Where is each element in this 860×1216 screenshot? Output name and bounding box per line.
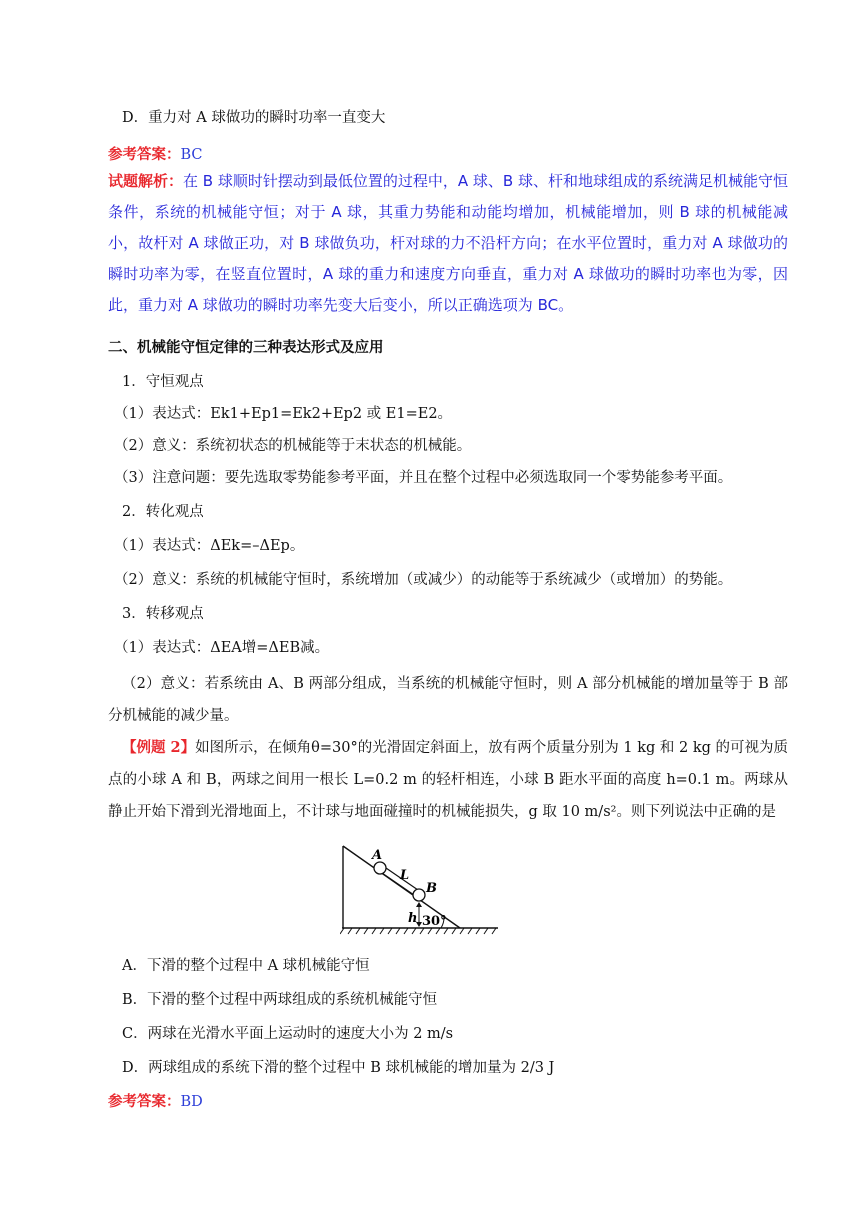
label-b: B [426,881,437,896]
option-a: A．下滑的整个过程中 A 球机械能守恒 [122,958,370,974]
view2-expression [114,536,304,556]
answer-value: BD [180,1094,203,1110]
ball-a [374,862,386,874]
view3-expression [114,638,329,658]
expression-label: （1）表达式： [114,640,211,656]
example-label: 【例题 2】 [122,739,196,756]
expression-formula: ΔEk=–ΔEp。 [210,538,305,554]
label-angle: 30° [422,914,447,929]
analysis-text: 在 B 球顺时针摆动到最低位置的过程中，A 球、B 球、杆和地球组成的系统满足机械能守恒条件，系统的机械能守恒；对于 A 球，其重力势能和动能均增加，机械能增加，则 B 球的机械能减小，故杆对 A 球做正功，对 B 球做负功，杆对球的力不沿杆方向；在水平位置时，重力对 A 球做功的瞬时功率为零，在竖直位置时，A 球的重力和速度方向垂直，重力对 A 球做功的瞬时功率也为零，因此，重力对 A 球做功的瞬时功率先变大后变小，所以正确选项为 BC。 [108,172,788,314]
example2-answer [108,1092,203,1112]
q1-option-d: D．重力对 A 球做功的瞬时功率一直变大 [122,110,386,126]
expression-formula: ΔEA增=ΔEB减。 [210,640,330,656]
view1-title: 1．守恒观点 [122,374,204,390]
view2-title: 2．转化观点 [122,504,204,520]
option-d: D．两球组成的系统下滑的整个过程中 B 球机械能的增加量为 2/3 J [122,1060,555,1076]
answer-label: 参考答案： [108,1093,181,1110]
view3-meaning [108,668,788,732]
view3-meaning-text: （2）意义：若系统由 A、B 两部分组成，当系统的机械能守恒时，则 A 部分机械能的增加量等于 B 部分机械能的减少量。 [108,676,788,724]
answer-label: 参考答案： [108,146,181,163]
view3-title: 3．转移观点 [122,606,204,622]
label-l: L [400,868,410,883]
option-c: C．两球在光滑水平面上运动时的速度大小为 2 m/s [122,1026,454,1042]
expression-label: （1）表达式： [114,406,211,422]
view1-expression [114,404,452,424]
expression-formula: Ek1+Ep1=Ek2+Ep2 或 E1=E2。 [210,406,453,422]
expression-label: （1）表达式： [114,538,211,554]
answer-value: BC [180,147,203,163]
view1-meaning: （2）意义：系统初状态的机械能等于末状态的机械能。 [114,438,472,454]
option-b: B．下滑的整个过程中两球组成的系统机械能守恒 [122,992,438,1008]
ball-b [413,889,425,901]
incline-figure [340,842,500,941]
example-stem-text: 如图所示，在倾角θ=30°的光滑固定斜面上，放有两个质量分别为 1 kg 和 2 kg 的可视为质点的小球 A 和 B，两球之间用一根长 L=0.2 m 的轻杆相连，小球 B 距水平面的高度 h=0.1 m。两球从静止开始下滑到光滑地面上，不计球与地面碰撞时的机械能损失，g 取 10 m/s²。则下列说法中正确的是 [108,740,789,820]
analysis-label: 试题解析： [108,172,184,190]
q1-answer [108,145,203,165]
incline-diagram [340,842,500,937]
label-h: h [408,911,418,926]
example2-stem [108,732,788,828]
ground-hatch [340,928,496,934]
view2-meaning: （2）意义：系统的机械能守恒时，系统增加（或减少）的动能等于系统减少（或增加）的势能。 [114,572,733,588]
view1-note: （3）注意问题：要先选取零势能参考平面，并且在整个过程中必须选取同一个零势能参考平面。 [114,470,733,486]
label-a: A [372,848,383,863]
section-heading: 二、机械能守恒定律的三种表达形式及应用 [108,339,384,356]
q1-analysis [108,166,788,321]
